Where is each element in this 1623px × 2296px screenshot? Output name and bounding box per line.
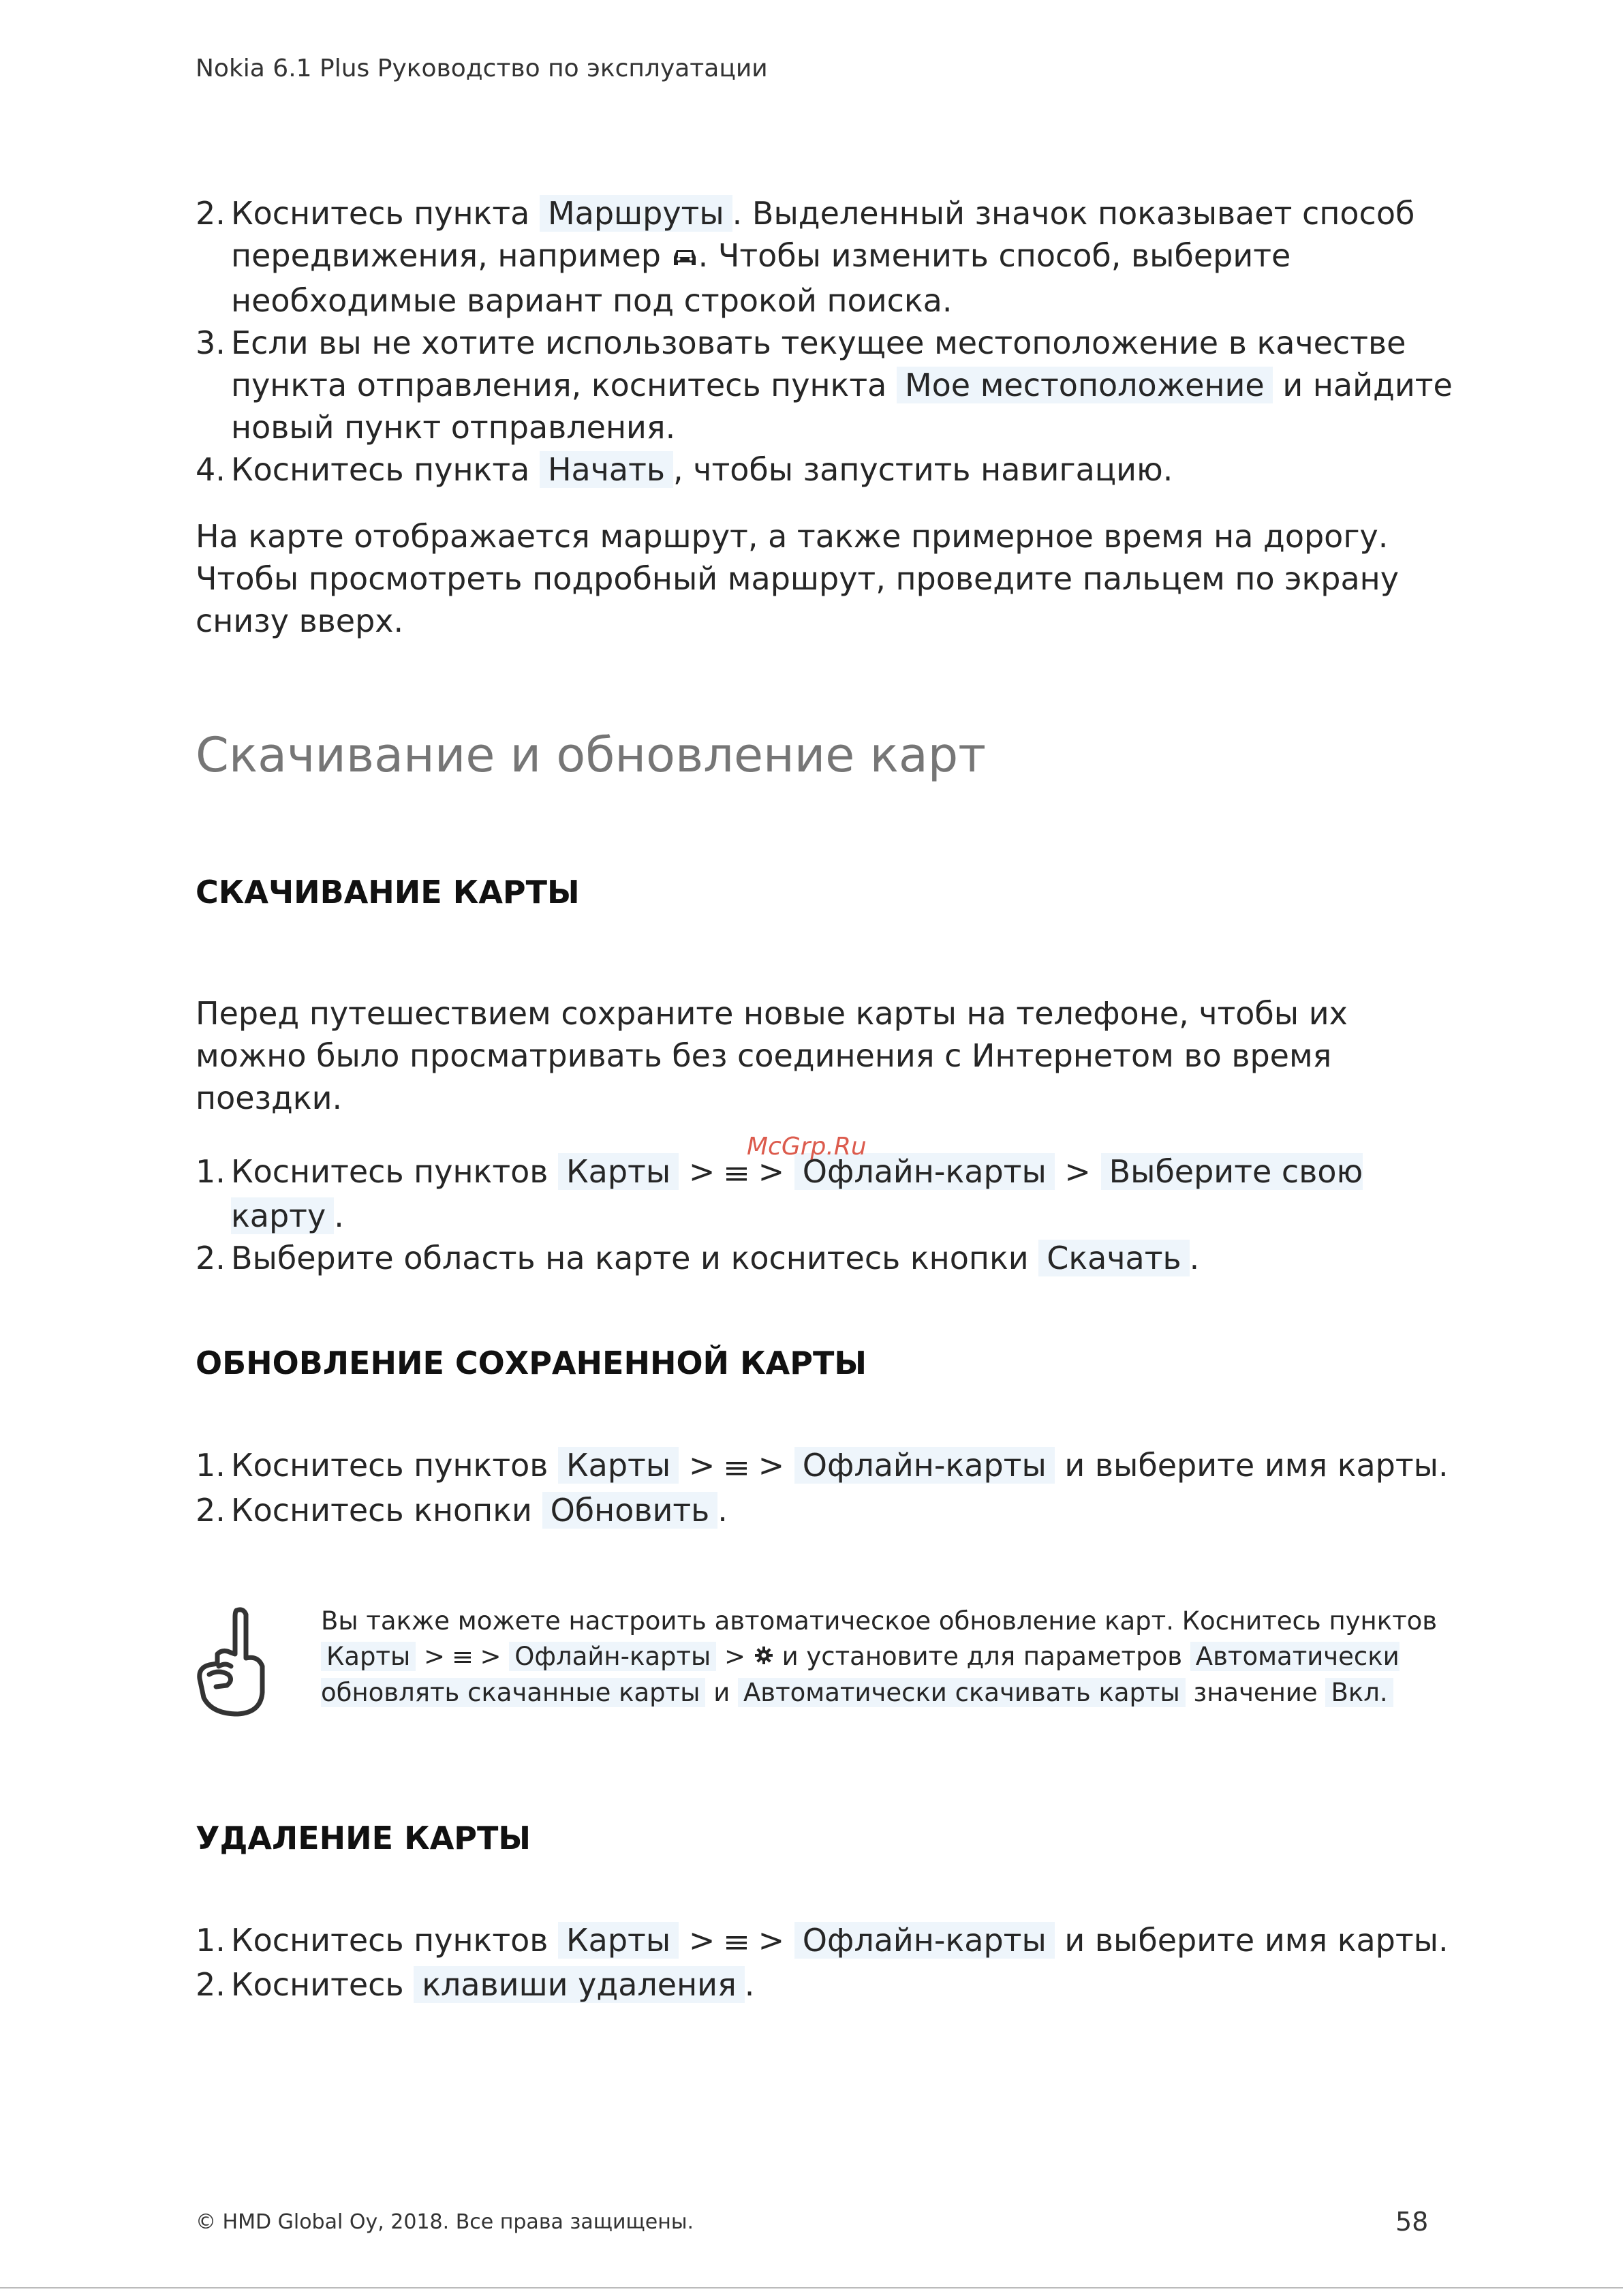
menu-icon [725,1447,748,1489]
route-paragraph: На карте отображается маршрут, а также примерное время на дорогу. Чтобы просмотреть подробный маршрут, проведите пальцем по экрану снизу вверх. [196,517,1399,639]
ui-term-maps: Карты [558,1153,679,1190]
section-title: Скачивание и обновление карт [196,726,986,783]
list-item: 2. Коснитесь кнопки Обновить . [196,1491,728,1529]
tip-hand-icon [196,1604,321,1730]
ui-term-offline-maps: Офлайн-карты [509,1642,716,1671]
route-steps [196,192,1456,491]
menu-icon [725,1152,748,1195]
list-item: 2. Выберите область на карте и коснитесь кнопки Скачать . [196,1240,1200,1276]
watermark: McGrp.Ru [747,1133,867,1161]
delete-steps [196,1919,1456,2006]
list-item: 2. Коснитесь клавиши удаления . [196,1966,755,2003]
ui-term-offline-maps: Офлайн-карты [794,1922,1055,1959]
car-icon [671,237,698,279]
ui-term-update: Обновить [542,1492,718,1529]
ui-term-start: Начать [540,451,673,488]
gear-icon [754,1640,774,1675]
divider [0,2287,1623,2289]
ui-term-on: Вкл. [1325,1678,1393,1707]
list-item: 2. Коснитесь пункта Маршруты . Выделенный значок показывает способ передвижения, например . Чтобы изменить способ, выберите необходимые вариант под строкой поиска. [196,195,1415,319]
list-item: 4. Коснитесь пункта Начать , чтобы запустить навигацию. [196,450,1173,488]
heading-update: ОБНОВЛЕНИЕ СОХРАНЕННОЙ КАРТЫ [196,1345,867,1381]
running-header: Nokia 6.1 Plus Руководство по эксплуатации [196,55,768,82]
list-item: 1. Коснитесь пунктов Карты > > Офлайн-карты и выберите имя карты. [196,1919,1456,1964]
ui-term-download: Скачать [1038,1240,1189,1276]
download-steps [196,1150,1456,1280]
ui-term-maps: Карты [321,1642,416,1671]
update-steps [196,1444,1456,1531]
heading-download: СКАЧИВАНИЕ КАРТЫ [196,873,580,910]
page-content [196,192,1456,2006]
menu-icon [725,1921,748,1963]
download-intro: Перед путешествием сохраните новые карты на телефоне, чтобы их можно было просматривать без соединения с Интернетом во время поездки. [196,994,1348,1116]
ui-term-my-location: Мое местоположение [897,367,1273,403]
ui-term-auto-update: Автоматически обновлять скачанные карты [321,1641,1400,1707]
menu-icon [453,1640,472,1675]
tip-box [196,1604,1456,1730]
tip-text: Вы также можете настроить автоматическое обновление карт. Коснитесь пунктов Карты > > Офлайн-карты > и установите для параметров Автоматически обновлять скачанные карты и Автоматически скачивать карты значение Вкл. [321,1606,1438,1707]
footer-copyright: © HMD Global Oy, 2018. Все права защищены. [196,2210,694,2234]
ui-term-offline-maps: Офлайн-карты [794,1447,1055,1484]
ui-term-select-map: Выберите свою карту [231,1152,1363,1234]
page-number: 58 [1395,2207,1429,2237]
list-item: 1. Коснитесь пунктов Карты > > Офлайн-карты и выберите имя карты. [196,1444,1456,1489]
ui-term-routes: Маршруты [540,195,732,232]
ui-term-offline-maps: Офлайн-карты [794,1153,1055,1190]
ui-term-maps: Карты [558,1922,679,1959]
ui-term-auto-download: Автоматически скачивать карты [738,1678,1186,1707]
heading-delete: УДАЛЕНИЕ КАРТЫ [196,1819,531,1856]
ui-term-delete-key: клавиши удаления [414,1966,745,2003]
list-item: 1. Коснитесь пунктов Карты > > Офлайн-карты > Выберите свою карту . [196,1152,1363,1234]
ui-term-maps: Карты [558,1447,679,1484]
list-item: 3. Если вы не хотите использовать текущее местоположение в качестве пункта отправления, коснитесь пункта Мое местоположение и найдите новый пункт отправления. [196,324,1453,446]
